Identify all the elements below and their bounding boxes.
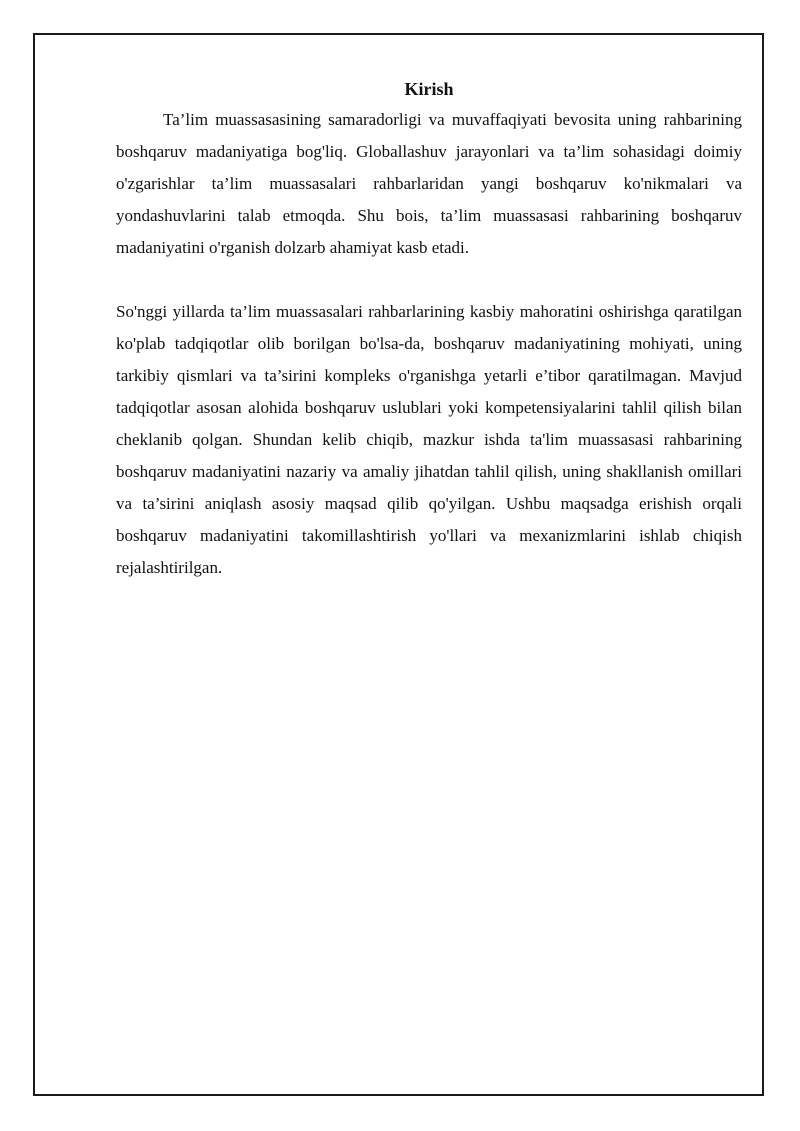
paragraph-research-gap: So'nggi yillarda ta’lim muassasalari rahbarlarining kasbiy mahoratini oshirishga qaratilgan ko'plab tadqiqotlar olib borilgan bo'lsa-da, boshqaruv madaniyatining mohiyati, uning tarkibiy qismlari va ta’sirini kompleks o'rganishga yetarli e’tibor qaratilmagan. Mavjud tadqiqotlar asosan alohida boshqaruv uslublari yoki kompetensiyalarini tahlil qilish bilan cheklanib qolgan. Shundan kelib chiqib, mazkur ishda ta'lim muassasasi rahbarining boshqaruv madaniyatini nazariy va amaliy jihatdan tahlil qilish, uning shakllanish omillari va ta’sirini aniqlash asosiy maqsad qilib qo'yilgan. Ushbu maqsadga erishish orqali boshqaruv madaniyatini takomillashtirish yo'llari va mexanizmlarini ishlab chiqish rejalashtirilgan. (116, 302, 742, 577)
paragraph-intro: Ta’lim muassasasining samaradorligi va muvaffaqiyati bevosita uning rahbarining boshqaruv madaniyatiga bog'liq. Globallashuv jarayonlari va ta’lim sohasidagi doimiy o'zgarishlar ta’lim muassasalari rahbarlaridan yangi boshqaruv ko'nikmalari va yondashuvlarini talab etmoqda. Shu bois, ta’lim muassasasi rahbarining boshqaruv madaniyatini o'rganish dolzarb ahamiyat kasb etadi. (116, 110, 742, 257)
paragraph-spacer (116, 264, 742, 296)
document-body (116, 74, 742, 584)
document-title: Kirish (404, 79, 454, 99)
